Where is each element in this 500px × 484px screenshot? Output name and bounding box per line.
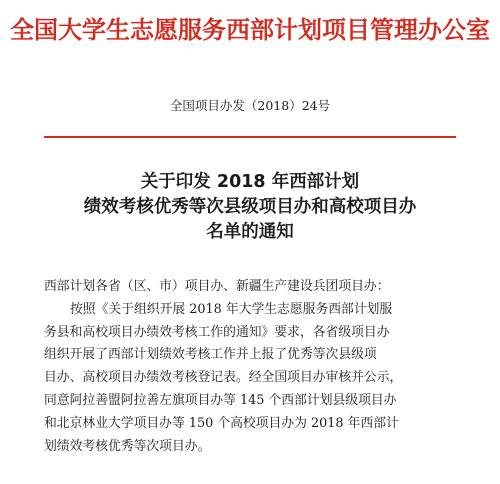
- letterhead-rule: [44, 136, 456, 138]
- body-line-5: 同意阿拉善盟阿拉善左旗项目办等 145 个西部计划县级项目办: [44, 392, 397, 408]
- body-line-3: 组织开展了西部计划绩效考核工作并上报了优秀等次县级项: [44, 347, 377, 363]
- body-line-1: 按照《关于组织开展 2018 年大学生志愿服务西部计划服: [70, 301, 393, 317]
- document-body: [44, 276, 464, 458]
- document-title: [0, 170, 500, 245]
- body-line-7: 划绩效考核优秀等次项目办。: [44, 438, 211, 454]
- body-line-4: 目办、高校项目办绩效考核登记表。经全国项目办审核并公示，: [44, 370, 403, 386]
- body-line-2: 务县和高校项目办绩效考核工作的通知》要求，各省级项目办: [44, 324, 390, 340]
- title-line-1: 关于印发 2018 年西部计划: [140, 172, 360, 192]
- title-line-3: 名单的通知: [206, 222, 294, 242]
- document-number: 全国项目办发（2018）24号: [169, 98, 331, 113]
- salutation: 西部计划各省（区、市）项目办、新疆生产建设兵团项目办：: [44, 279, 390, 294]
- body-line-6: 和北京林业大学项目办等 150 个高校项目办为 2018 年西部计: [44, 415, 399, 431]
- letterhead-title: 全国大学生志愿服务西部计划项目管理办公室: [10, 15, 490, 44]
- title-line-2: 绩效考核优秀等次县级项目办和高校项目办: [83, 197, 417, 217]
